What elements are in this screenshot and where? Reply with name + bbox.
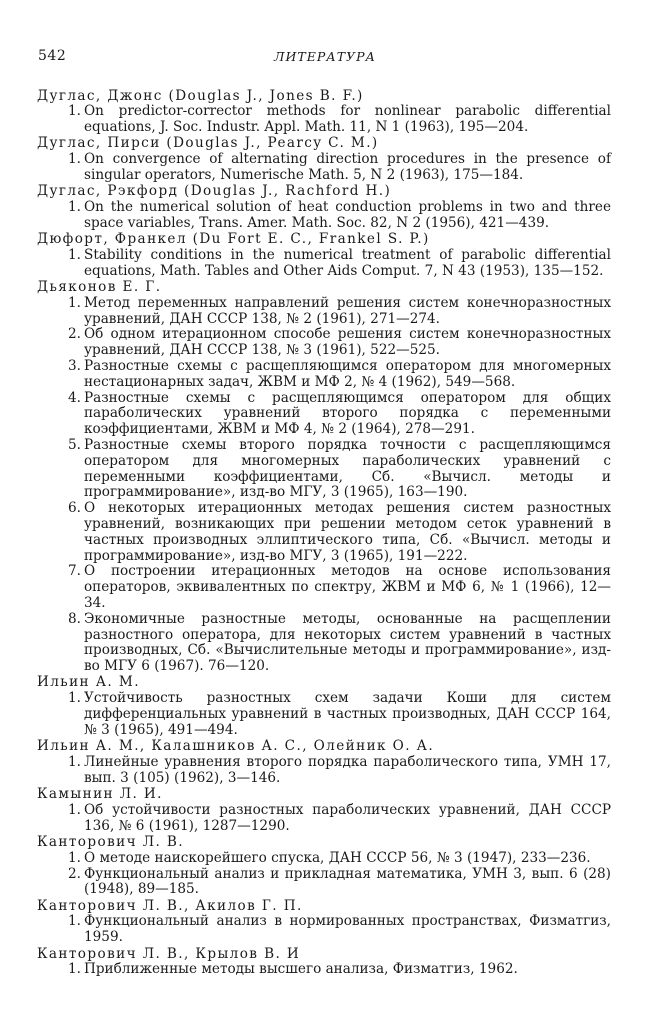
reference-text: Экономичные разностные методы, основанные на расщеплении разностного оператора, для некоторых систем уравнений в частных производных, Сб. «Вычислительные методы и программирование», изд-во МГУ 6 (1967). 76—120. — [84, 610, 611, 675]
reference-number: 4. — [68, 389, 81, 406]
reference-number: 1. — [68, 753, 81, 770]
page-number: 542 — [38, 48, 67, 64]
reference-number: 1. — [68, 294, 81, 311]
author-heading: Канторович Л. В., Акилов Г. П. — [37, 897, 303, 914]
reference-number: 1. — [68, 246, 81, 263]
bibliography-group — [37, 184, 611, 231]
reference-text: On the numerical solution of heat conduction problems in two and three space variables, Trans. Amer. Math. Soc. 82, N 2 (1956), 421—439. — [84, 199, 611, 231]
author-heading: Дуглас, Джонс (Douglas J., Jones B. F.) — [37, 87, 364, 104]
reference-text: О некоторых итерационных методах решения систем разностных уравнений, возникающих при решении методом сеток уравнений в частных производных эллиптического типа, Сб. «Вычисл. методы и программирование», изд-во МГУ, 3 (1965), 191—222. — [84, 500, 611, 564]
bibliography-group — [37, 787, 611, 834]
bibliography-group — [37, 89, 611, 136]
author-heading: Ильин А. М. — [37, 674, 140, 691]
author-heading: Дуглас, Пирси (Douglas J., Pearcy C. M.) — [37, 135, 379, 152]
reference-text: Метод переменных направлений решения систем конечноразностных уравнений, ДАН СССР 138, № 2 (1961), 271—274. — [84, 294, 611, 327]
reference-number: 2. — [68, 865, 81, 882]
reference-entry — [37, 612, 611, 675]
bibliography-list — [37, 88, 611, 978]
reference-entry — [37, 327, 611, 359]
reference-number: 1. — [68, 913, 81, 930]
reference-text: О методе наискорейшего спуска, ДАН СССР 56, № 3 (1947), 233—236. — [84, 849, 591, 866]
author-heading: Канторович Л. В. — [37, 833, 184, 850]
reference-number: 8. — [68, 610, 81, 627]
author-heading: Камынин Л. И. — [37, 786, 163, 803]
reference-number: 2. — [68, 326, 81, 343]
reference-number: 1. — [68, 961, 81, 978]
reference-entry — [37, 691, 611, 738]
reference-text: Разностные схемы второго порядка точности с расщепляющимся оператором для многомерных параболических уравнений с переменными коэффициентами, Сб. «Вычисл. методы и программирование», изд-во МГУ, 3 (1965), 163—190. — [84, 437, 611, 501]
bibliography-group — [37, 232, 611, 279]
author-heading: Дюфорт, Франкел (Du Fort E. C., Frankel S. P.) — [37, 231, 430, 248]
bibliography-group — [37, 136, 611, 183]
reference-text: Разностные схемы с расщепляющимся оператором для общих параболических уравнений второго порядка с переменными коэффициентами, ЖВМ и МФ 4, № 2 (1964), 278—291. — [84, 389, 611, 438]
reference-number: 1. — [68, 103, 81, 120]
reference-number: 1. — [68, 151, 81, 168]
reference-entry — [37, 391, 611, 438]
reference-entry — [37, 438, 611, 501]
running-title: ЛИТЕРАТУРА — [274, 49, 376, 64]
reference-entry — [37, 755, 611, 787]
bibliography-group — [37, 947, 611, 979]
author-heading: Дьяконов Е. Г. — [37, 279, 162, 296]
reference-number: 3. — [68, 358, 81, 375]
page-header — [38, 48, 612, 68]
reference-number: 1. — [68, 849, 81, 866]
reference-text: Об устойчивости разностных параболических уравнений, ДАН СССР 136, № 6 (1961), 1287—1290. — [84, 801, 611, 834]
reference-entry — [37, 564, 611, 611]
bibliography-group — [37, 280, 611, 675]
reference-text: On predictor-corrector methods for nonlinear parabolic differential equations, J. Soc. Industr. Appl. Math. 11, N 1 (1963), 195—204. — [84, 103, 611, 136]
reference-text: О построении итерационных методов на основе использования операторов, эквивалентных по спектру, ЖВМ и МФ 6, № 1 (1966), 12—34. — [84, 563, 611, 611]
reference-text: Функциональный анализ и прикладная математика, УМН 3, вып. 6 (28) (1948), 89—185. — [84, 865, 611, 898]
reference-text: Устойчивость разностных схем задачи Коши для систем дифференциальных уравнений в частных производных, ДАН СССР 164, № 3 (1965), 491—494. — [84, 690, 611, 738]
reference-number: 7. — [68, 563, 81, 580]
reference-entry — [37, 851, 611, 867]
reference-entry — [37, 962, 611, 978]
reference-text: On convergence of alternating direction procedures in the presence of singular operators, Numerische Math. 5, N 2 (1963), 175—184. — [84, 151, 611, 183]
reference-text: Линейные уравнения второго порядка параболического типа, УМН 17, вып. 3 (105) (1962), 3—146. — [84, 753, 611, 786]
reference-text: Stability conditions in the numerical treatment of parabolic differential equations, Math. Tables and Other Aids Comput. 7, N 43 (1953), 135—152. — [84, 246, 611, 279]
reference-number: 5. — [68, 437, 81, 454]
author-heading: Ильин А. М., Калашников А. С., Олейник О. А. — [37, 738, 435, 755]
bibliography-group — [37, 899, 611, 946]
reference-entry — [37, 296, 611, 328]
reference-number: 6. — [68, 500, 81, 517]
reference-text: Приближенные методы высшего анализа, Физматгиз, 1962. — [84, 961, 518, 978]
reference-entry — [37, 152, 611, 184]
bibliography-group — [37, 739, 611, 786]
reference-entry — [37, 867, 611, 899]
reference-entry — [37, 248, 611, 280]
reference-entry — [37, 104, 611, 136]
reference-text: Об одном итерационном способе решения систем конечноразностных уравнений, ДАН СССР 138, № 3 (1961), 522—525. — [84, 326, 611, 359]
reference-number: 1. — [68, 199, 81, 216]
reference-entry — [37, 501, 611, 564]
author-heading: Канторович Л. В., Крылов В. И — [37, 945, 301, 962]
reference-number: 1. — [68, 801, 81, 818]
reference-entry — [37, 200, 611, 232]
author-heading: Дуглас, Рэкфорд (Douglas J., Rachford H.) — [37, 183, 392, 200]
reference-text: Функциональный анализ в нормированных пространствах, Физматгиз, 1959. — [84, 913, 611, 946]
bibliography-group — [37, 675, 611, 738]
reference-number: 1. — [68, 690, 81, 707]
reference-entry — [37, 803, 611, 835]
reference-entry — [37, 914, 611, 946]
reference-entry — [37, 359, 611, 391]
reference-text: Разностные схемы с расщепляющимся оператором для многомерных нестационарных задач, ЖВМ и МФ 2, № 4 (1962), 549—568. — [84, 358, 611, 390]
bibliography-group — [37, 835, 611, 898]
